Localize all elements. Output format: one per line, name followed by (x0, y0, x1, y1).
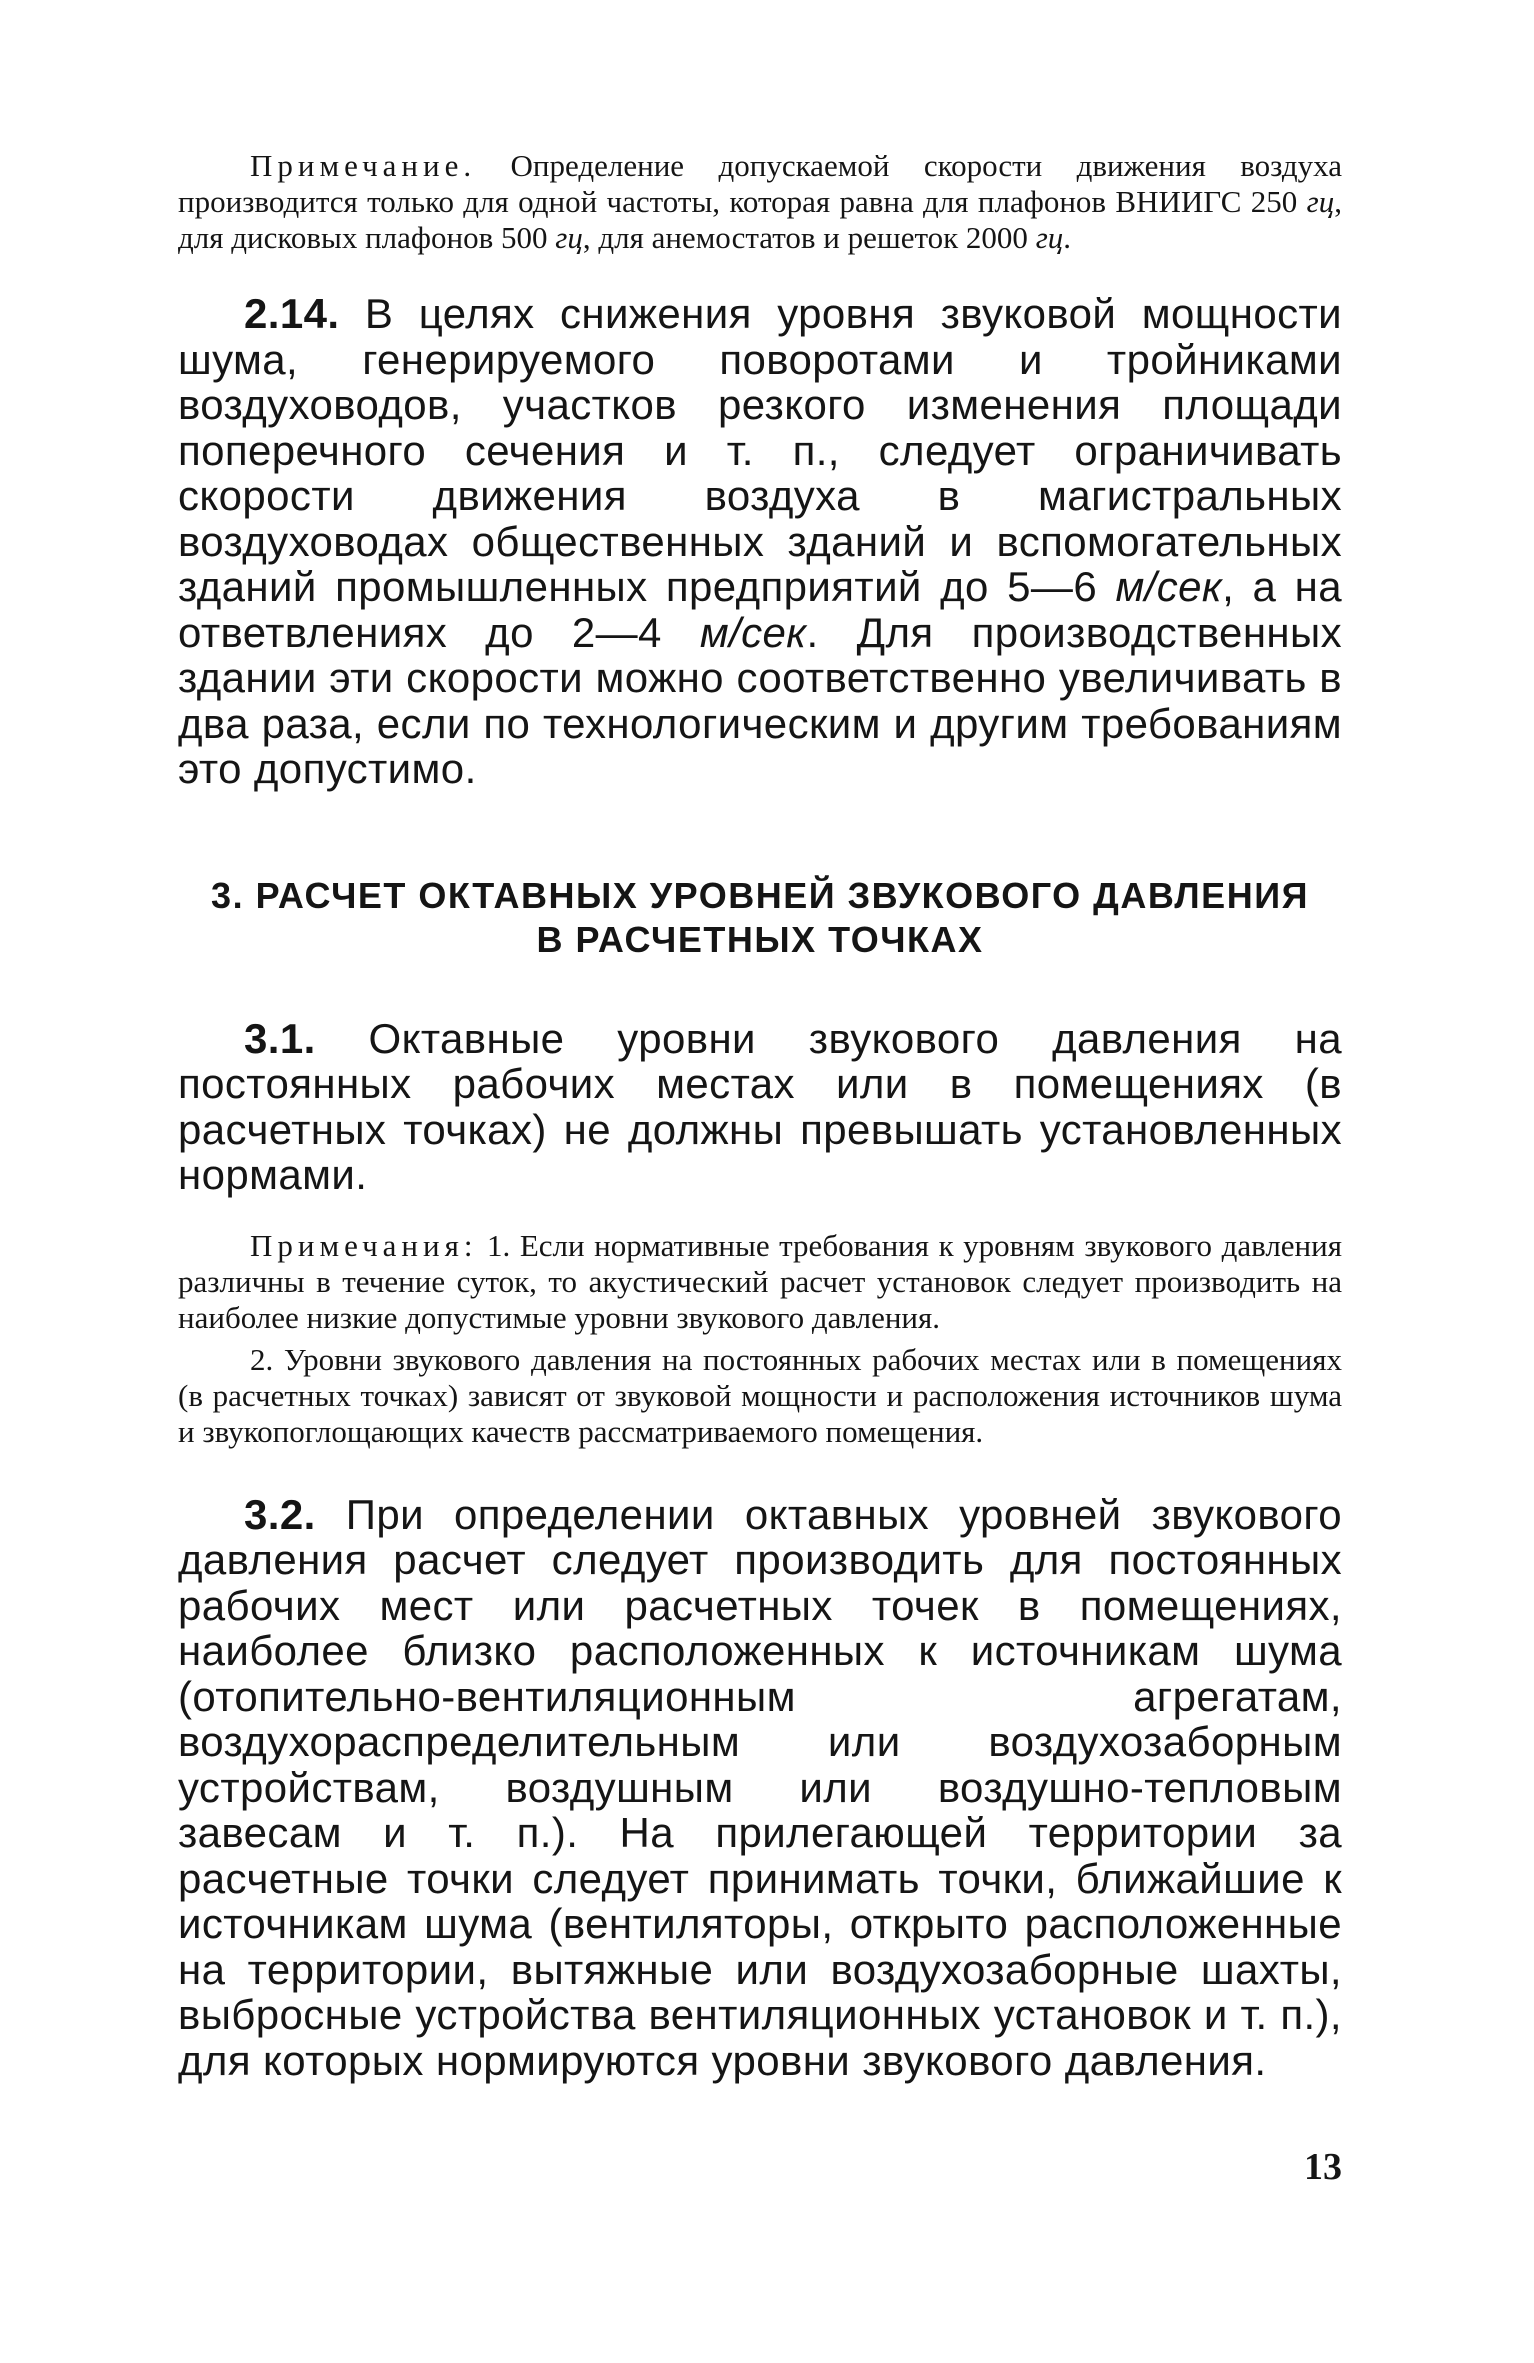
section-heading-line-2: В РАСЧЕТНЫХ ТОЧКАХ (536, 918, 984, 960)
paragraph-number: 3.1. (244, 1014, 316, 1062)
paragraph-number: 2.14. (244, 290, 340, 337)
notes-3-1-first: Примечания: 1. Если нормативные требования к уровням звукового давления различны в течение суток, то акустический расчет установок следует производить на наиболее низкие допустимые уровни звукового давления. (178, 1227, 1342, 1335)
page-body (178, 148, 1342, 2083)
paragraph-number: 3.2. (244, 1490, 316, 1538)
notes-label: Примечания: (250, 1227, 478, 1263)
notes-3-1-second: 2. Уровни звукового давления на постоянных рабочих местах или в помещениях (в расчетных точках) зависят от звуковой мощности и расположения источников шума и звукопоглощающих качеств рассматриваемого помещения. (178, 1341, 1342, 1449)
note-label: Примечание. (250, 148, 477, 183)
paragraph-2-14: 2.14. В целях снижения уровня звуковой мощности шума, генерируемого поворотами и тройниками воздуховодов, участков резкого изменения площади поперечного сечения и т. п., следует ограничивать скорости движения воздуха в магистральных воздуховодах общественных зданий и вспомогательных зданий промышленных предприятий до 5—6 м/сек, а на ответвлениях до 2—4 м/сек. Для производственных здании эти скорости можно соответственно увеличивать в два раза, если по технологическим и другим требованиям это допустимо. (178, 290, 1342, 792)
paragraph-3-2: 3.2. При определении октавных уровней звукового давления расчет следует производить для постоянных рабочих мест или расчетных точек в помещениях, наиболее близко расположенных к источникам шума (отопительно-вентиляционным агрегатам, воздухораспределительным или воздухозаборным устройствам, воздушным или воздушно-тепловым завесам и т. п.). На прилегающей территории за расчетные точки следует принимать точки, ближайшие к источникам шума (вентиляторы, открыто расположенные на территории, вытяжные или воздухозаборные шахты, выбросные устройства вентиляционных установок и т. п.), для которых нормируются уровни звукового давления. (178, 1490, 1342, 2084)
page-number: 13 (1304, 2146, 1342, 2188)
section-heading-line-1: 3. РАСЧЕТ ОКТАВНЫХ УРОВНЕЙ ЗВУКОВОГО ДАВЛЕНИЯ (211, 874, 1309, 916)
note-speed-frequency: Примечание. Определение допускаемой скорости движения воздуха производится только для одной частоты, которая равна для плафонов ВНИИГС 250 гц, для дисковых плафонов 500 гц, для анемостатов и решеток 2000 гц. (178, 148, 1342, 255)
paragraph-3-1: 3.1. Октавные уровни звукового давления на постоянных рабочих местах или в помещениях (в расчетных точках) не должны превышать установленных нормами. (178, 1014, 1342, 1198)
section-3-heading (178, 874, 1342, 962)
